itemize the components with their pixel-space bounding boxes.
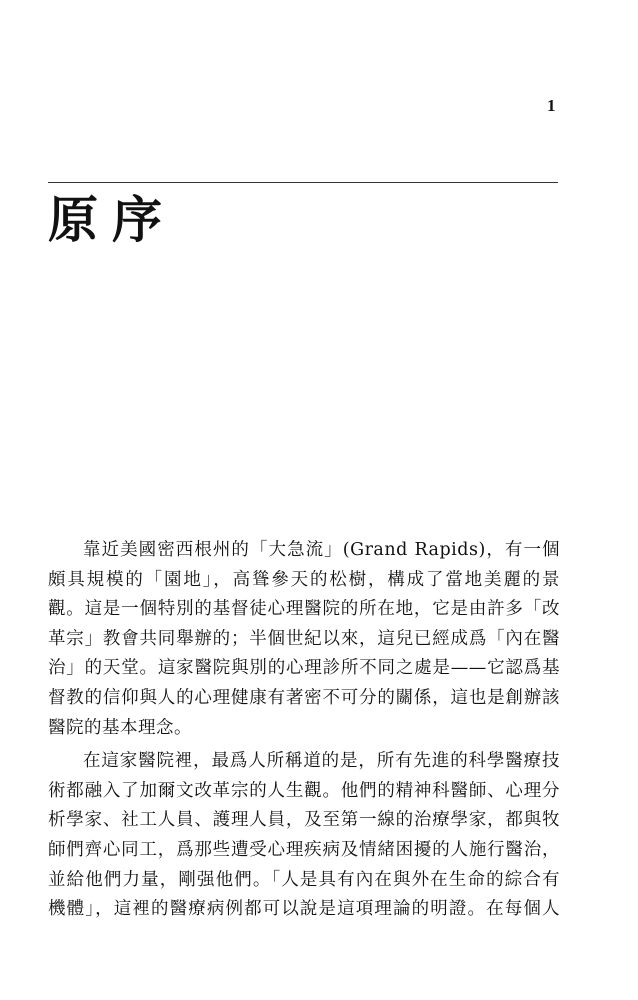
body-text	[48, 536, 560, 925]
text-line: 治」的天堂。這家醫院與別的心理診所不同之處是——它認爲基	[48, 658, 560, 679]
text-line: 革宗」教會共同舉辦的；半個世紀以來，這兒已經成爲「內在醫	[48, 628, 560, 649]
header-rule	[48, 182, 558, 183]
text-line: 在這家醫院裡，最爲人所稱道的是，所有先進的科學醫療技	[83, 751, 560, 772]
text-line: 醫院的基本理念。	[48, 717, 192, 738]
text-line: 督教的信仰與人的心理健康有著密不可分的關係，這也是創辦該	[48, 687, 560, 708]
chapter-title: 原序	[48, 190, 176, 249]
paragraph-2	[48, 747, 560, 925]
text-line: 機體」，這裡的醫療病例都可以說是這項理論的明證。在每個人	[48, 899, 560, 920]
text-line: 析學家、社工人員、護理人員，及至第一線的治療學家，都與牧	[48, 810, 560, 831]
text-line: 靠近美國密西根州的「大急流」(Grand Rapids)，有一個	[83, 540, 560, 560]
text-line: 術都融入了加爾文改革宗的人生觀。他們的精神科醫師、心理分	[48, 780, 560, 801]
text-line: 師們齊心同工，爲那些遭受心理疾病及情緒困擾的人施行醫治，	[48, 839, 560, 860]
page-number: 1	[547, 96, 556, 115]
text-line: 觀。這是一個特別的基督徒心理醫院的所在地，它是由許多「改	[48, 599, 560, 620]
text-line: 頗具規模的「園地」，高聳參天的松樹，構成了當地美麗的景	[48, 569, 560, 590]
text-line: 並給他們力量，剛强他們。「人是具有內在與外在生命的綜合有	[48, 869, 560, 890]
paragraph-1	[48, 536, 560, 743]
